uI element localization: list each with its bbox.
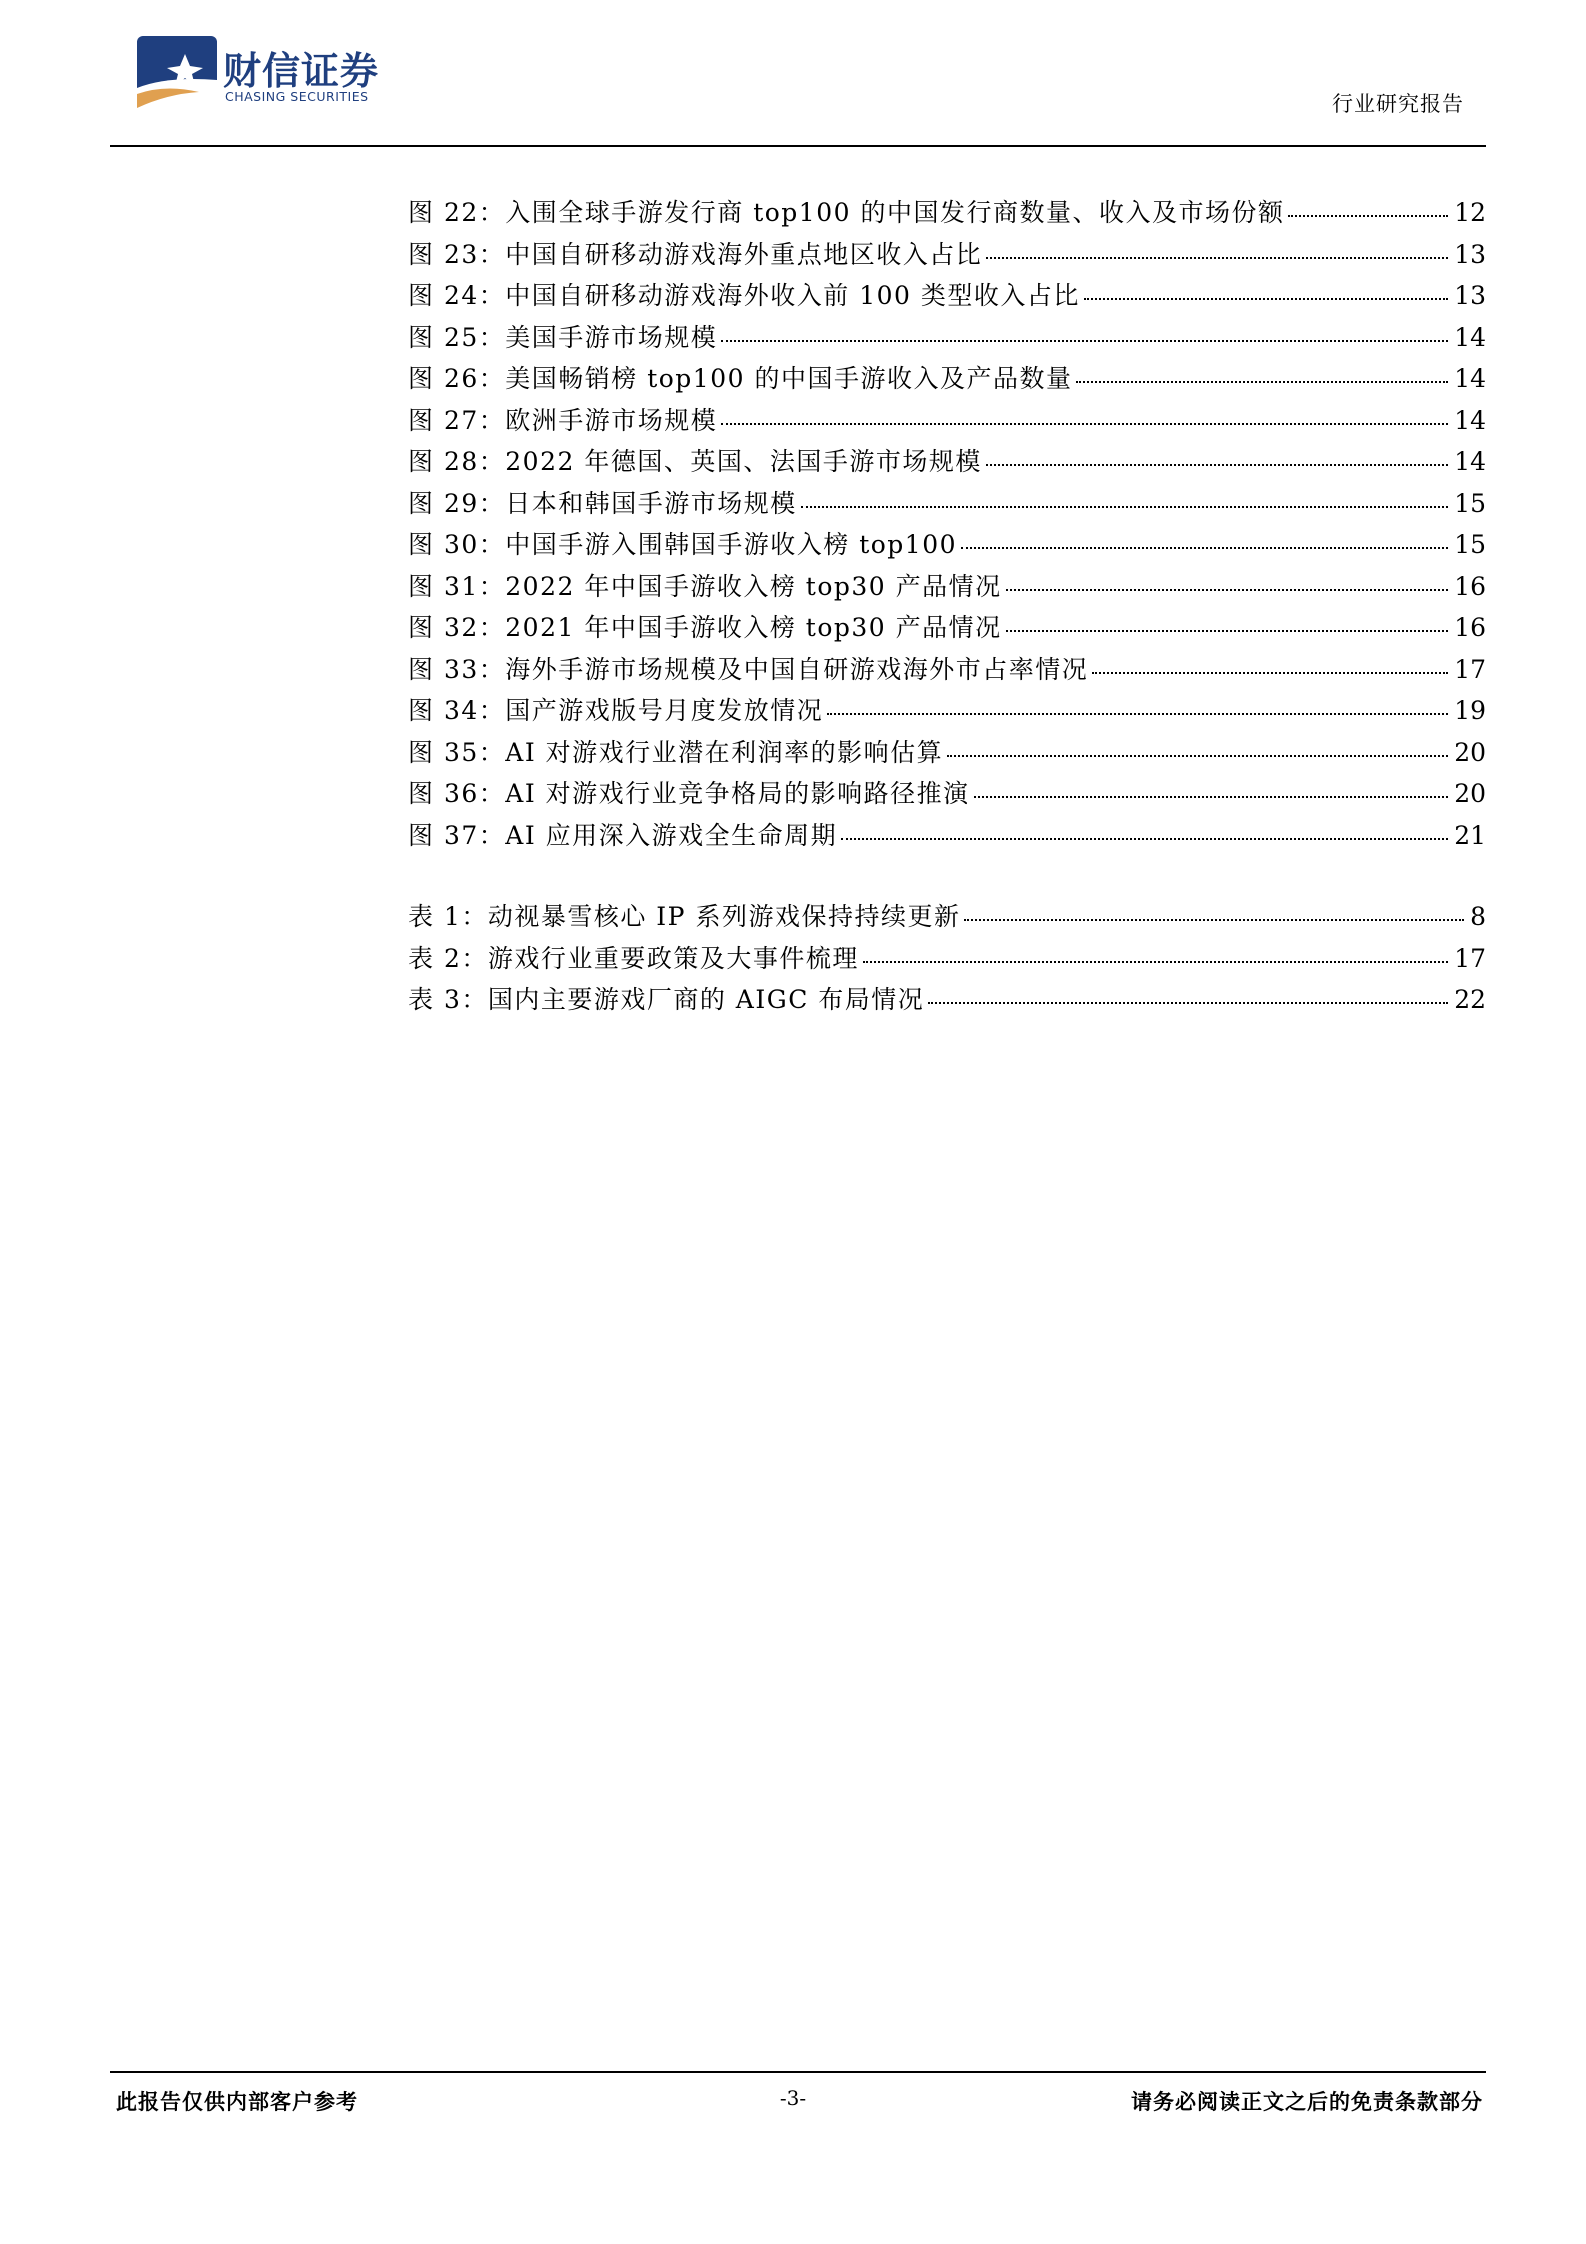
toc-entry[interactable] [408, 193, 1486, 235]
toc-dot-leader [801, 506, 1448, 508]
toc-dot-leader [863, 961, 1448, 963]
toc-dot-leader [974, 796, 1449, 798]
toc-entry-page: 22 [1454, 985, 1486, 1014]
toc-entry[interactable] [408, 276, 1486, 318]
toc-entry-page: 12 [1454, 198, 1486, 227]
toc-entry-page: 19 [1454, 696, 1486, 725]
toc-entry[interactable] [408, 608, 1486, 650]
toc-entry[interactable] [408, 318, 1486, 360]
toc-entry-page: 16 [1454, 571, 1486, 601]
figure-list [408, 193, 1486, 857]
header-divider [110, 145, 1486, 147]
toc-dot-leader [1084, 298, 1448, 300]
toc-entry-label: 图 25：美国手游市场规模 [408, 322, 718, 352]
toc-dot-leader [947, 755, 1448, 757]
logo-name-en: CHASING SECURITIES [225, 89, 369, 104]
toc-entry-page: 20 [1454, 779, 1486, 808]
toc-entry-label: 图 33：海外手游市场规模及中国自研游戏海外市占率情况 [408, 654, 1089, 684]
toc-entry-label: 图 29：日本和韩国手游市场规模 [408, 488, 797, 518]
toc-entry-label: 图 37：AI 应用深入游戏全生命周期 [408, 820, 838, 850]
toc-dot-leader [841, 838, 1448, 840]
toc-entry-label: 表 3：国内主要游戏厂商的 AIGC 布局情况 [408, 985, 925, 1014]
toc-entry-label: 图 30：中国手游入围韩国手游收入榜 top100 [408, 530, 958, 559]
section-gap [408, 857, 1486, 897]
toc-entry-label: 图 34：国产游戏版号月度发放情况 [408, 696, 824, 725]
toc-dot-leader [1092, 672, 1448, 674]
toc-dot-leader [1006, 589, 1449, 591]
toc-dot-leader [827, 713, 1448, 715]
toc-entry-page: 14 [1454, 405, 1486, 435]
toc-entry[interactable] [408, 401, 1486, 443]
toc-entry[interactable] [408, 939, 1486, 981]
toc-entry-page: 16 [1454, 613, 1486, 642]
toc-dot-leader [1006, 630, 1449, 632]
toc-entry-page: 21 [1454, 820, 1486, 850]
toc-entry[interactable] [408, 691, 1486, 733]
toc-dot-leader [961, 547, 1448, 549]
toc-entry-page: 14 [1454, 447, 1486, 476]
toc-dot-leader [1076, 381, 1448, 383]
page-number: -3- [779, 2086, 807, 2110]
toc-entry[interactable] [408, 650, 1486, 692]
footer-divider [110, 2071, 1486, 2073]
footer-disclaimer-left: 此报告仅供内部客户参考 [116, 2090, 358, 2114]
logo-mark-icon [137, 36, 217, 116]
toc-entry-label: 图 36：AI 对游戏行业竞争格局的影响路径推演 [408, 779, 970, 808]
toc-entry-label: 图 32：2021 年中国手游收入榜 top30 产品情况 [408, 613, 1002, 642]
toc-dot-leader [721, 423, 1448, 425]
footer-disclaimer-right: 请务必阅读正文之后的免责条款部分 [1131, 2090, 1483, 2114]
logo-name-cn: 财信证券 [223, 49, 380, 93]
toc-entry-label: 图 28：2022 年德国、英国、法国手游市场规模 [408, 447, 982, 476]
toc-entry-page: 13 [1454, 239, 1486, 269]
table-list [408, 897, 1486, 1022]
toc-entry-page: 17 [1454, 654, 1486, 684]
toc-entry-label: 表 1：动视暴雪核心 IP 系列游戏保持持续更新 [408, 902, 961, 931]
toc-entry-page: 17 [1454, 943, 1486, 973]
toc-dot-leader [986, 464, 1448, 466]
toc-entry-page: 15 [1454, 530, 1486, 559]
toc-dot-leader [964, 919, 1464, 921]
toc-entry[interactable] [408, 442, 1486, 484]
toc-entry-page: 13 [1454, 281, 1486, 310]
toc-entry-page: 20 [1454, 737, 1486, 767]
toc-dot-leader [928, 1002, 1448, 1004]
toc-entry-label: 图 22：入围全球手游发行商 top100 的中国发行商数量、收入及市场份额 [408, 198, 1285, 227]
report-type: 行业研究报告 [1332, 92, 1464, 116]
toc-entry[interactable] [408, 567, 1486, 609]
toc-dot-leader [986, 257, 1448, 259]
toc-entry-page: 8 [1470, 902, 1486, 931]
toc-entry-page: 14 [1454, 322, 1486, 352]
toc-entry-label: 图 24：中国自研移动游戏海外收入前 100 类型收入占比 [408, 281, 1080, 310]
toc-entry[interactable] [408, 816, 1486, 858]
toc-entry-label: 图 35：AI 对游戏行业潜在利润率的影响估算 [408, 737, 944, 767]
toc-entry[interactable] [408, 359, 1486, 401]
toc-dot-leader [721, 340, 1448, 342]
toc-entry-label: 图 26：美国畅销榜 top100 的中国手游收入及产品数量 [408, 364, 1073, 393]
company-logo [137, 36, 397, 116]
toc-entry[interactable] [408, 733, 1486, 775]
toc-entry-page: 14 [1454, 364, 1486, 393]
toc-entry[interactable] [408, 484, 1486, 526]
toc-entry-label: 图 23：中国自研移动游戏海外重点地区收入占比 [408, 239, 983, 269]
toc-entry-page: 15 [1454, 488, 1486, 518]
toc-entry[interactable] [408, 774, 1486, 816]
toc-dot-leader [1288, 215, 1448, 217]
toc-entry[interactable] [408, 525, 1486, 567]
table-of-contents [408, 193, 1486, 1022]
toc-entry-label: 图 27：欧洲手游市场规模 [408, 405, 718, 435]
toc-entry[interactable] [408, 980, 1486, 1022]
toc-entry-label: 图 31：2022 年中国手游收入榜 top30 产品情况 [408, 571, 1002, 601]
toc-entry[interactable] [408, 897, 1486, 939]
toc-entry[interactable] [408, 235, 1486, 277]
toc-entry-label: 表 2：游戏行业重要政策及大事件梳理 [408, 943, 859, 973]
